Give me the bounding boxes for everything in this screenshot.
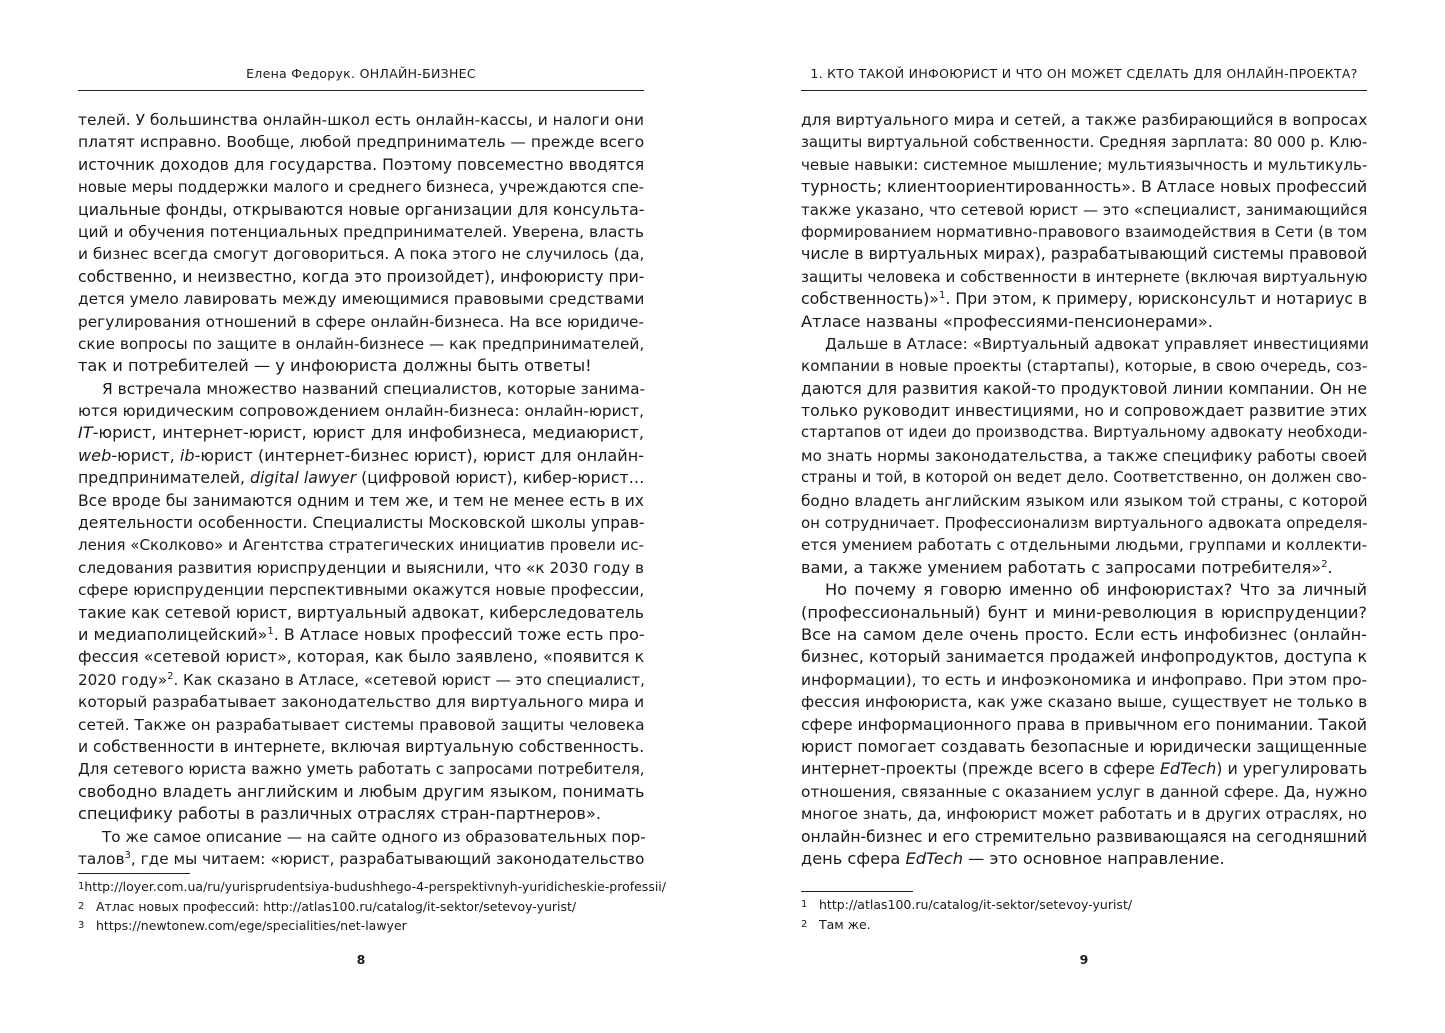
footnote-item: [78, 877, 666, 897]
header-rule-right: [801, 90, 1367, 91]
text-line: Для сетевого юриста важно уметь работать с запросами потребителя,: [78, 760, 645, 779]
left-page: [78, 0, 666, 1033]
text-line: сетей. Также он разрабатывает системы правовой защиты человека: [78, 715, 645, 734]
text-line: бизнес, который занимается продажей инфопродуктов, доступа к: [801, 647, 1368, 667]
right-page: [801, 0, 1367, 1033]
text-line: [78, 624, 644, 646]
text-fragment: собственность)»: [801, 289, 939, 309]
text-line: ется умением работать с отдельными людьми, группами и коллекти-: [801, 536, 1368, 555]
text-line: чевые навыки: системное мышление; мультиязычность и мультикуль-: [801, 155, 1368, 174]
text-line: многое знать, да, инфоюрист может работать и в других отраслях, но: [801, 805, 1367, 824]
text-line: такие как сетевой юрист, виртуальный адвокат, киберследователь: [78, 602, 645, 622]
text-line: Но почему я говорю именно об инфоюристах? Что за личный: [825, 580, 1367, 600]
text-line: отношения, связанные с оказанием услуг в данной сфере. Да, нужно: [801, 782, 1368, 801]
text-line: [801, 758, 1367, 780]
text-fragment: . В Атласе новых профессий тоже есть про-: [273, 624, 645, 644]
running-head-right: 1. КТО ТАКОЙ ИНФОЮРИСТ И ЧТО ОН МОЖЕТ СДЕЛАТЬ ДЛЯ ОНЛАЙН-ПРОЕКТА?: [810, 66, 1358, 81]
footnote-number: 1: [801, 899, 808, 910]
text-line: [78, 445, 644, 467]
italic-term: ib: [179, 445, 195, 465]
text-line: ления «Сколково» и Агентства стратегических инициатив провели ис-: [78, 536, 644, 555]
page-number-left: 8: [356, 952, 366, 967]
italic-term: digital lawyer: [250, 468, 357, 488]
text-line: Все вроде бы занимаются одним и тем же, и тем не менее есть в их: [78, 491, 644, 510]
footnote-ref: 1: [267, 625, 274, 637]
italic-term: EdTech: [905, 848, 963, 868]
text-line: [801, 288, 1367, 310]
text-line: бодно владеть английским языком или языком той страны, с которой: [801, 491, 1368, 510]
text-line: турность; клиентоориентированность». В Атласе новых профессий: [801, 177, 1368, 197]
text-line: мо знать нормы законодательства, а также специфику работы своей: [801, 446, 1368, 465]
footnote-ref: 2: [1321, 558, 1328, 570]
text-line: платят исправно. Вообще, любой предприниматель — прежде всего: [78, 133, 645, 152]
text-line: защиты человека и собственности в интернете (включая виртуальную: [801, 267, 1368, 286]
text-fragment: ) и урегулировать: [1216, 759, 1368, 779]
text-line: и собственности в интернете, включая виртуальную собственность.: [78, 737, 645, 756]
text-fragment: и медиаполицейский»: [78, 624, 268, 644]
text-line: ются юридическим сопровождением онлайн-бизнеса: онлайн-юрист,: [78, 402, 644, 421]
text-line: информации), то есть и инфоэкономика и инфоправо. При этом про-: [801, 670, 1368, 689]
text-line: [801, 848, 1367, 870]
text-fragment: -юрист,: [111, 445, 180, 465]
footnote-text: Там же.: [819, 916, 871, 932]
footnote-link[interactable]: Атлас новых профессий: http://atlas100.ru/catalog/it-sektor/setevoy-yurist/: [96, 898, 577, 914]
italic-term: web: [78, 445, 112, 465]
text-line: телей. У большинства онлайн-школ есть онлайн-кассы, и налоги они: [78, 111, 644, 129]
text-line: так и потребителей — у инфоюриста должны быть ответы!: [78, 356, 592, 376]
page-number-right: 9: [1079, 952, 1089, 967]
text-line: защиты виртуальной собственности. Средняя зарплата: 80 000 р. Клю-: [801, 133, 1368, 152]
text-fragment: вами, а также умением работать с запросами потребителя»: [801, 557, 1322, 577]
text-line: даются для развития какой-то продуктовой линии компании. Он не: [801, 378, 1367, 398]
text-fragment: -юрист, интернет-юрист, юрист для инфобизнеса, медиаюрист,: [92, 423, 644, 443]
text-line: [78, 669, 644, 691]
text-fragment: (цифровой юрист), кибер-юрист…: [356, 468, 645, 488]
footnote-number: 3: [78, 920, 85, 931]
footnote-number: 2: [78, 900, 85, 912]
text-line: онлайн-бизнес и его стремительно развивающаяся на сегодняшний: [801, 827, 1368, 846]
text-line: собственно, и неизвестно, когда это произойдет), инфоюристу при-: [78, 266, 645, 286]
header-rule-left: [78, 90, 644, 91]
text-line: специфику работы в различных отраслях стран-партнеров».: [78, 804, 601, 824]
footnote-rule-right: [801, 891, 913, 892]
text-fragment: день сфера: [801, 848, 906, 868]
text-line: Атласе названы «профессиями-пенсионерами».: [801, 311, 1213, 331]
text-line: сфере информационного права в привычном его понимании. Такой: [801, 714, 1368, 734]
text-line: ций и обучения потенциальных предпринимателей. Уверена, власть: [78, 222, 645, 241]
text-line: фессия «сетевой юрист», которая, как было заявлено, «появится к: [78, 647, 645, 667]
text-line: фессия инфоюриста, как уже сказано выше, существует не только в: [801, 693, 1368, 712]
body-text-right: [801, 109, 1367, 870]
text-line: и бизнес всегда смогут договориться. А пока этого не случилось (да,: [78, 245, 645, 264]
text-fragment: талов: [78, 849, 125, 868]
footnote-ref: 1: [938, 290, 946, 302]
text-line: формированием нормативно-правового взаимодействия в Сети (в том: [801, 222, 1368, 241]
text-line: регулирования отношений в сфере онлайн-бизнеса. На все юридиче-: [78, 312, 644, 331]
text-line: юрист помогает создавать безопасные и юридически защищенные: [801, 736, 1367, 756]
text-line: Я встречала множество названий специалистов, которые занима-: [102, 379, 646, 398]
text-line: Дальше в Атласе: «Виртуальный адвокат управляет инвестициями: [825, 334, 1369, 353]
text-fragment: 2020 году»: [78, 670, 168, 689]
italic-term: IT: [78, 423, 93, 443]
text-line: который разрабатывает законодательство для виртуального мира и: [78, 693, 645, 712]
footnote-ref: 2: [167, 670, 174, 682]
text-line: Все на самом деле очень просто. Если есть инфобизнес (онлайн-: [801, 624, 1367, 644]
footnote-link[interactable]: http://atlas100.ru/catalog/it-sektor/setevoy-yurist/: [819, 897, 1133, 912]
footnote-ref: 3: [124, 849, 131, 861]
footnote-item: [78, 897, 644, 917]
text-line: [78, 848, 644, 870]
text-line: деятельности особенности. Специалисты Московской школы управ-: [78, 514, 645, 533]
text-line: вами, а также умением работать с запросами потребителя»$^2$.: [801, 557, 1333, 577]
footnote-rule-left: [78, 873, 190, 874]
footnotes-right: [801, 895, 1367, 934]
text-fragment: интернет-проекты (прежде всего в сфере: [801, 759, 1161, 779]
footnotes-left: [78, 877, 666, 936]
text-line: стартапов от идеи до производства. Виртуальному адвокату необходи-: [801, 424, 1368, 442]
text-line: также указано, что сетевой юрист — это «специалист, занимающийся: [801, 200, 1368, 219]
text-line: числе в виртуальных мирах), разрабатывающий системы правовой: [801, 244, 1368, 264]
running-head-left: Елена Федорук. ОНЛАЙН-БИЗНЕС: [246, 66, 476, 81]
text-line: для виртуального мира и сетей, а также разбирающийся в вопросах: [801, 111, 1368, 129]
text-fragment: . Как сказано в Атласе, «сетевой юрист — это специалист,: [173, 670, 645, 689]
text-fragment: — это основное направление.: [962, 848, 1225, 868]
text-fragment: , где мы читаем: «юрист, разрабатывающий законодательство: [130, 849, 645, 868]
body-text-left: [78, 109, 644, 870]
text-line: [78, 467, 644, 489]
footnote-item: [78, 916, 644, 936]
text-line: дется умело лавировать между имеющимися правовыми средствами: [78, 290, 645, 309]
text-line: сфере юриспруденции перспективными окажутся новые профессии,: [78, 581, 645, 600]
footnote-item: [801, 895, 1367, 915]
footnote-link[interactable]: http://loyer.com.ua/ru/yurisprudentsiya-budushhego-4-perspektivnyh-yuridicheskie-professii/: [84, 879, 666, 894]
text-line: новые меры поддержки малого и среднего бизнеса, учреждаются спе-: [78, 178, 645, 197]
text-line: ские вопросы по защите в онлайн-бизнесе — как предпринимателей,: [78, 334, 645, 353]
italic-term: EdTech: [1160, 759, 1217, 779]
text-line: свободно владеть английским и любым другим языком, понимать: [78, 781, 645, 801]
text-fragment: -юрист (интернет-бизнес юрист), юрист для онлайн-: [194, 445, 645, 465]
footnote-link[interactable]: https://newtonew.com/ege/specialities/net-lawyer: [96, 918, 407, 933]
text-line: следования развития юриспруденции и выяснили, что «к 2030 году в: [78, 558, 644, 577]
text-fragment: предпринимателей,: [78, 468, 251, 488]
footnote-item: [801, 915, 1367, 935]
text-line: компании в новые проекты (стартапы), которые, в свою очередь, соз-: [801, 357, 1368, 376]
text-line: только руководит инвестициями, но и сопровождает развитие этих: [801, 401, 1368, 421]
text-line: То же самое описание — на сайте одного из образовательных пор-: [102, 827, 646, 846]
footnote-number: 1: [78, 881, 85, 892]
text-line: страны и той, в которой он ведет дело. Соответственно, он должен сво-: [801, 469, 1367, 487]
text-line: циальные фонды, открываются новые организации для консульта-: [78, 199, 645, 219]
text-line: (профессиональный) бунт и мини-революция в юриспруденции?: [801, 602, 1367, 622]
text-line: он сотрудничает. Профессионализм виртуального адвоката определя-: [801, 514, 1368, 533]
text-line: [78, 422, 644, 444]
footnote-number: 2: [801, 918, 808, 930]
text-line: источник доходов для государства. Поэтому повсеместно вводятся: [78, 154, 645, 174]
text-fragment: . При этом, к примеру, юрисконсульт и нотариус в: [945, 289, 1368, 309]
